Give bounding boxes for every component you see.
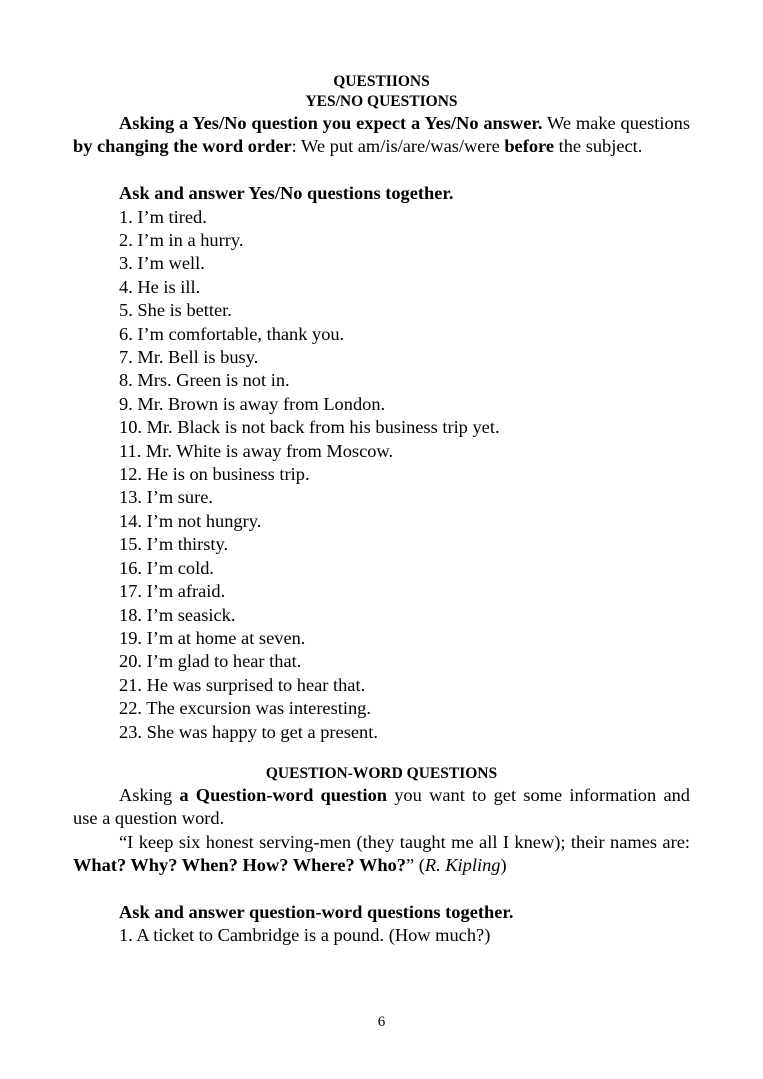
- intro-bold-3: before: [504, 136, 555, 157]
- list-item: 11. Mr. White is away from Moscow.: [119, 440, 394, 461]
- page-content: [73, 72, 690, 948]
- list-item: 23. She was happy to get a present.: [119, 721, 378, 742]
- list-item: 19. I’m at home at seven.: [119, 627, 306, 648]
- list-item: 9. Mr. Brown is away from London.: [119, 393, 386, 414]
- list-item: 3. I’m well.: [119, 253, 205, 274]
- spacer: [73, 744, 690, 764]
- list-item: 15. I’m thirsty.: [119, 534, 229, 555]
- intro-paragraph: [73, 112, 690, 159]
- list-item: 12. He is on business trip.: [119, 464, 310, 485]
- list-item: 20. I’m glad to hear that.: [119, 651, 302, 672]
- spacer: [73, 878, 690, 901]
- list-item: 16. I’m cold.: [119, 557, 214, 578]
- list-item: 1. A ticket to Cambridge is a pound. (How much?): [119, 925, 491, 946]
- intro-text-2: : We put am/is/are/was/were: [291, 136, 505, 157]
- intro2-text-1: Asking: [119, 784, 180, 805]
- intro-text-1: We make questions: [542, 113, 691, 133]
- list-item: 13. I’m sure.: [119, 487, 213, 508]
- list-item: 6. I’m comfortable, thank you.: [119, 323, 345, 344]
- list-item: 1. I’m tired.: [119, 206, 207, 227]
- list-item: 5. She is better.: [119, 300, 232, 321]
- list-item: 14. I’m not hungry.: [119, 510, 262, 531]
- exercise-instruction-2: Ask and answer question-word questions together.: [119, 901, 514, 922]
- intro2-text-2: you want to get some information and use a question word.: [73, 784, 690, 829]
- section-subtitle: YES/NO QUESTIONS: [305, 93, 458, 110]
- quote-text-3: ): [500, 855, 507, 876]
- spacer: [73, 159, 690, 182]
- intro-bold-2: by changing the word order: [73, 136, 292, 157]
- exercise-list: [73, 206, 690, 744]
- list-item: 18. I’m seasick.: [119, 604, 236, 625]
- list-item: 2. I’m in a hurry.: [119, 230, 244, 251]
- quote-author: R. Kipling: [424, 855, 501, 876]
- intro-text-3: the subject.: [554, 136, 643, 157]
- exercise-list-2: [73, 924, 690, 947]
- quote-paragraph: [73, 831, 690, 878]
- list-item: 10. Mr. Black is not back from his business trip yet.: [119, 417, 500, 438]
- intro-paragraph-2: [73, 784, 690, 831]
- list-item: 21. He was surprised to hear that.: [119, 674, 366, 695]
- intro-bold-1: Asking a Yes/No question you expect a Yes/No answer.: [119, 113, 543, 133]
- list-item: 4. He is ill.: [119, 276, 201, 297]
- quote-text-1: “I keep six honest serving-men (they taught me all I knew); their names are:: [119, 831, 690, 852]
- list-item: 17. I’m afraid.: [119, 581, 226, 602]
- exercise-instruction: Ask and answer Yes/No questions together.: [119, 183, 454, 204]
- list-item: 22. The excursion was interesting.: [119, 698, 371, 719]
- quote-text-2: ” (: [405, 855, 425, 876]
- intro2-bold-1: a Question-word question: [179, 784, 387, 805]
- section-title-2: QUESTION-WORD QUESTIONS: [265, 764, 498, 782]
- quote-bold-1: What? Why? When? How? Where? Who?: [73, 855, 406, 876]
- list-item: 8. Mrs. Green is not in.: [119, 370, 290, 391]
- page-number: 6: [377, 1014, 386, 1030]
- section-title: QUESTIIONS: [333, 73, 430, 90]
- list-item: 7. Mr. Bell is busy.: [119, 347, 259, 368]
